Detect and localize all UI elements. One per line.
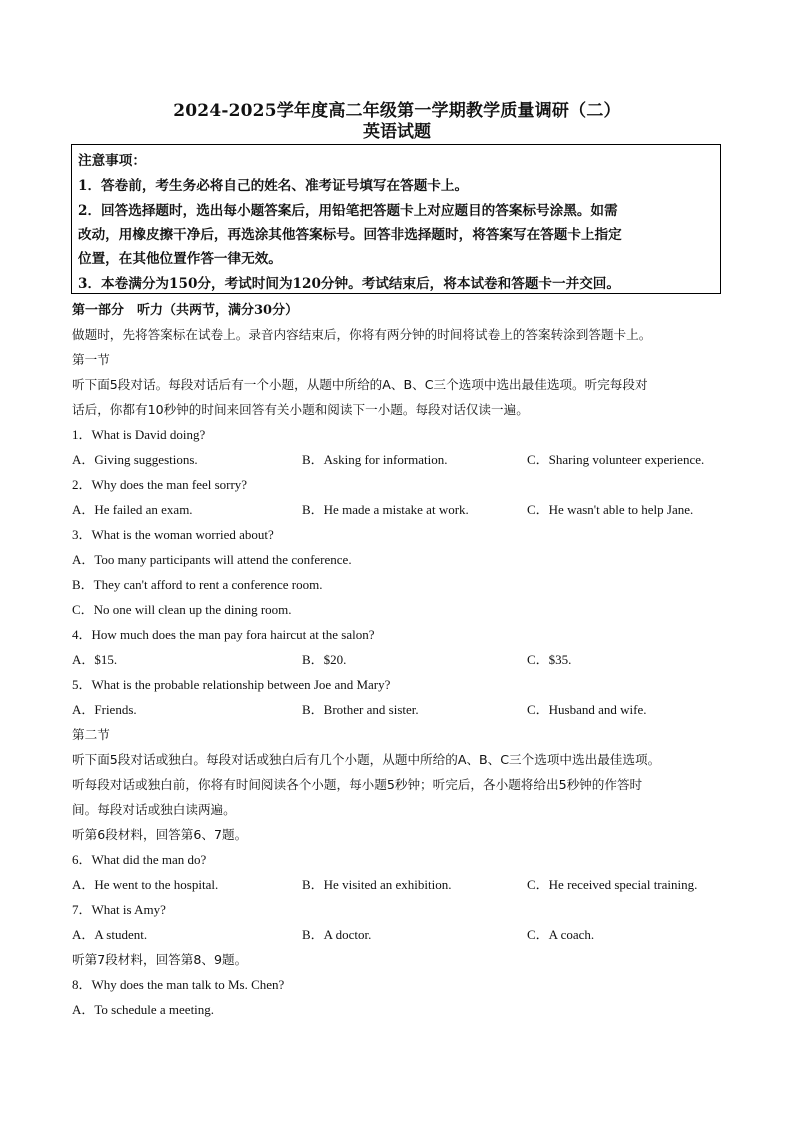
section-intro: 话后，你都有10秒钟的时间来回答有关小题和阅读下一小题。每段对话仅读一遍。 [72,402,529,417]
question-stem: 1．What is David doing? [72,427,206,442]
option-a: A．$15. [72,652,118,667]
question-stem: 7．What is Amy? [72,902,166,917]
option-a: A．Too many participants will attend the conference. [72,552,352,567]
option-a: A．A student. [72,927,148,942]
section-intro: 听下面5段对话或独白。每段对话或独白后有几个小题，从题中所给的A、B、C三个选项中选出最佳选项。 [72,752,661,767]
option-c: C．$35. [527,652,572,667]
notice-item: 3．本卷满分为150分，考试时间为120分钟。考试结束后，将本试卷和答题卡一并交回。 [78,276,620,292]
option-c: C．No one will clean up the dining room. [72,602,292,617]
option-a: A．He went to the hospital. [72,877,219,892]
option-b: B．Brother and sister. [302,702,419,717]
option-b: B．He visited an exhibition. [302,877,452,892]
part-heading: 第一部分 听力（共两节，满分30分） [72,303,299,318]
notice-heading: 注意事项： [78,153,146,169]
question-stem: 2．Why does the man feel sorry? [72,477,248,492]
notice-item: 1．答卷前，考生务必将自己的姓名、准考证号填写在答题卡上。 [78,178,469,194]
notice-box [71,144,721,294]
section-title: 第二节 [72,727,110,742]
option-a: A．Giving suggestions. [72,452,198,467]
section-intro: 间。每段对话或独白读两遍。 [72,802,236,817]
question-stem: 5．What is the probable relationship between Joe and Mary? [72,677,391,692]
option-c: C．A coach. [527,927,595,942]
option-b: B．A doctor. [302,927,372,942]
option-b: B．He made a mistake at work. [302,502,469,517]
notice-item: 2．回答选择题时，选出每小题答案后，用铅笔把答题卡上对应题目的答案标号涂黑。如需 [78,203,618,219]
section-intro: 听每段对话或独白前，你将有时间阅读各个小题，每小题5秒钟；听完后，各小题将给出5秒钟的作答时 [72,777,643,792]
option-a: A．To schedule a meeting. [72,1002,215,1017]
material-heading: 听第6段材料，回答第6、7题。 [72,827,248,842]
exam-subtitle: 英语试题 [363,122,431,142]
notice-item: 改动，用橡皮擦干净后，再选涂其他答案标号。回答非选择题时，将答案写在答题卡上指定 [78,227,622,243]
question-stem: 3．What is the woman worried about? [72,527,274,542]
option-a: A．He failed an exam. [72,502,193,517]
section-title: 第一节 [72,352,110,367]
option-c: C．Sharing volunteer experience. [527,452,705,467]
option-b: B．$20. [302,652,347,667]
material-heading: 听第7段材料，回答第8、9题。 [72,952,248,967]
option-a: A．Friends. [72,702,137,717]
part-instruction: 做题时，先将答案标在试卷上。录音内容结束后，你将有两分钟的时间将试卷上的答案转涂到答题卡上。 [72,327,652,342]
exam-title: 2024-2025学年度高二年级第一学期教学质量调研（二） [173,101,621,121]
option-b: B．They can't afford to rent a conference room. [72,577,323,592]
notice-item: 位置，在其他位置作答一律无效。 [78,251,282,267]
option-c: C．He received special training. [527,877,698,892]
question-stem: 8．Why does the man talk to Ms. Chen? [72,977,285,992]
option-c: C．Husband and wife. [527,702,647,717]
question-stem: 6．What did the man do? [72,852,207,867]
option-b: B．Asking for information. [302,452,448,467]
option-c: C．He wasn't able to help Jane. [527,502,694,517]
question-stem: 4．How much does the man pay fora haircut at the salon? [72,627,375,642]
section-intro: 听下面5段对话。每段对话后有一个小题，从题中所给的A、B、C三个选项中选出最佳选项。听完每段对 [72,377,648,392]
